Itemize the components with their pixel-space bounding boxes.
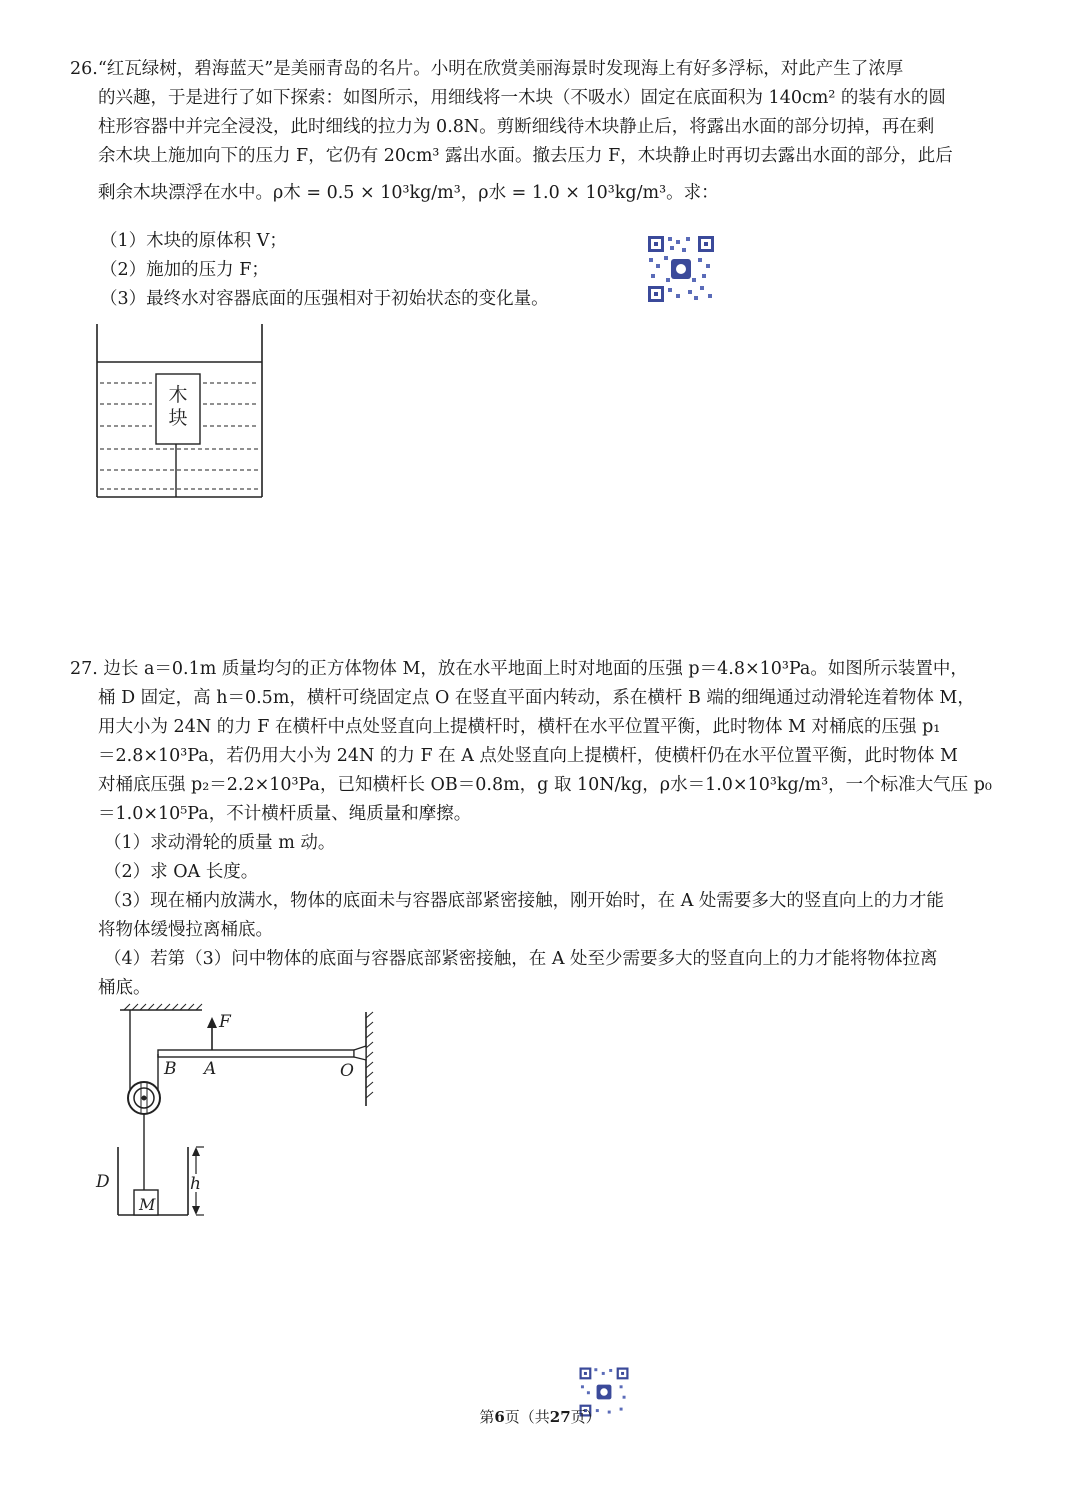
q26-item-3: （3）最终水对容器底面的压强相对于初始状态的变化量。 <box>100 289 549 309</box>
label-b: B <box>164 1059 177 1079</box>
label-o: O <box>340 1061 354 1081</box>
q27-item-2: （2）求 OA 长度。 <box>104 862 259 882</box>
label-d: D <box>96 1172 110 1192</box>
q27-item-3-cont: 将物体缓慢拉离桶底。 <box>98 920 273 940</box>
question-27-text <box>70 655 1010 1003</box>
footer-mid: 页（共 <box>504 1408 550 1426</box>
q27-line-5: 对桶底压强 p₂＝2.2×10³Pa，已知横杆长 OB＝0.8m，g 取 10N/kg，ρ水＝1.0×10³kg/m³，一个标准大气压 p₀ <box>98 775 992 795</box>
lever-bar <box>158 1050 354 1057</box>
wood-block-label-2: 块 <box>168 407 188 429</box>
label-f: F <box>219 1012 231 1032</box>
page-footer <box>0 1406 1080 1427</box>
footer-prefix: 第 <box>479 1408 495 1426</box>
label-a: A <box>204 1059 217 1079</box>
qr-code-icon <box>646 234 716 304</box>
q26-container-figure <box>92 322 268 502</box>
q26-item-2: （2）施加的压力 F； <box>100 260 269 280</box>
label-m: M <box>139 1195 156 1214</box>
label-h: h <box>190 1174 201 1194</box>
q26-items <box>100 227 549 314</box>
wood-block-label-1: 木 <box>168 384 188 406</box>
q26-line-1: 26.“红瓦绿树，碧海蓝天”是美丽青岛的名片。小明在欣赏美丽海景时发现海上有好多浮标，对此产生了浓厚 <box>70 59 904 79</box>
q27-line-2: 桶 D 固定，高 h＝0.5m，横杆可绕固定点 O 在竖直平面内转动，系在横杆 B 端的细绳通过动滑轮连着物体 M， <box>98 688 975 708</box>
q26-item-1: （1）木块的原体积 V； <box>100 231 287 251</box>
q27-line-3: 用大小为 24N 的力 F 在横杆中点处竖直向上提横杆时，横杆在水平位置平衡，此时物体 M 对桶底的压强 p₁ <box>98 717 941 737</box>
q26-line-5: 剩余木块漂浮在水中。ρ木 = 0.5 × 10³kg/m³，ρ水 = 1.0 × 10³kg/m³。求： <box>98 183 719 203</box>
footer-page-number: 6 <box>494 1408 505 1426</box>
q27-lever-figure <box>90 1002 385 1222</box>
q26-line-4: 余木块上施加向下的压力 F，它仍有 20cm³ 露出水面。撤去压力 F，木块静止时再切去露出水面的部分，此后 <box>98 146 953 166</box>
footer-suffix: 页） <box>570 1408 601 1426</box>
pivot-o <box>354 1046 366 1060</box>
question-26-text <box>70 55 1010 208</box>
q27-item-4: （4）若第（3）问中物体的底面与容器底部紧密接触，在 A 处至少需要多大的竖直向上的力才能将物体拉离 <box>104 949 938 969</box>
q27-line-4: ＝2.8×10³Pa，若仍用大小为 24N 的力 F 在 A 点处竖直向上提横杆，使横杆仍在水平位置平衡，此时物体 M <box>98 746 958 766</box>
q27-item-4-cont: 桶底。 <box>98 978 151 998</box>
q27-line-6: ＝1.0×10⁵Pa，不计横杆质量、绳质量和摩擦。 <box>98 804 472 824</box>
q27-item-3: （3）现在桶内放满水，物体的底面未与容器底部紧密接触，刚开始时，在 A 处需要多大的竖直向上的力才能 <box>104 891 944 911</box>
q27-item-1: （1）求动滑轮的质量 m 动。 <box>104 833 336 853</box>
force-arrowhead <box>207 1017 217 1028</box>
q27-line-1: 27. 边长 a＝0.1m 质量均匀的正方体物体 M，放在水平地面上时对地面的压强 p＝4.8×10³Pa。如图所示装置中， <box>70 659 968 679</box>
q26-line-2: 的兴趣，于是进行了如下探索：如图所示，用细线将一木块（不吸水）固定在底面积为 140cm² 的装有水的圆 <box>98 88 946 108</box>
footer-total-pages: 27 <box>549 1408 571 1426</box>
q26-line-3: 柱形容器中并完全浸没，此时细线的拉力为 0.8N。剪断细线待木块静止后，将露出水面的部分切掉，再在剩 <box>98 117 935 137</box>
